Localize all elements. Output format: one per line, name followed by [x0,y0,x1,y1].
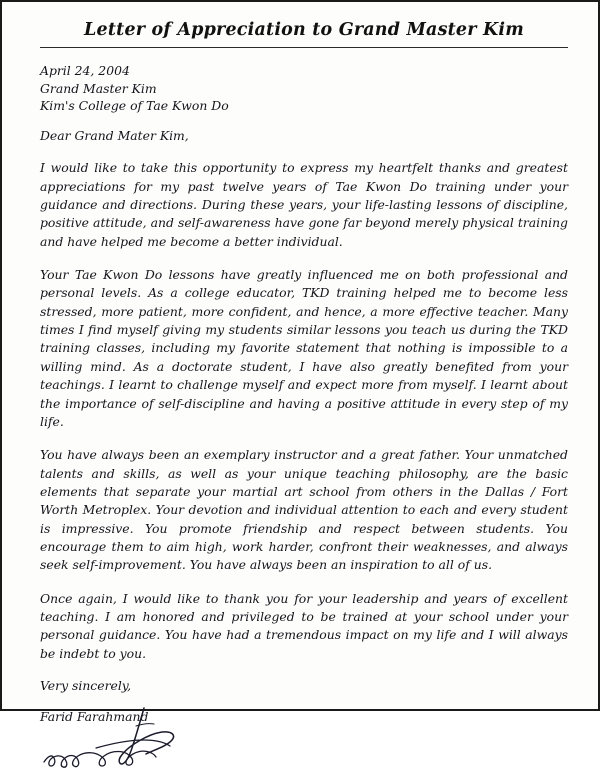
paragraph-3: You have always been an exemplary instructor and a great father. Your unmatched talents and skills, as well as your unique teaching philosophy, are the basic elements that separate your martial art school from others in the Dallas / Fort Worth Metroplex. Your devotion and individual attention to each and every student is impressive. You promote friendship and respect between students. You encourage them to aim high, work harder, confront their weaknesses, and always seek self-improvement. You have always been an inspiration to all of us. [40,447,568,573]
closing-line: Very sincerely, [40,678,132,694]
paragraph-1: I would like to take this opportunity to express my heartfelt thanks and greatest appreciations for my past twelve years of Tae Kwon Do training under your guidance and directions. During these years, your life-lasting lessons of discipline, positive attitude, and self-awareness have gone far beyond merely physical training and have helped me become a better individual. [40,160,568,249]
recipient-name: Grand Master Kim [40,80,157,96]
letterhead-block [40,62,568,115]
recipient-organization: Kim's College of Tae Kwon Do [40,98,229,114]
handwritten-signature-icon [36,704,266,774]
letter-date: April 24, 2004 [40,63,130,78]
paragraph-2: Your Tae Kwon Do lessons have greatly influenced me on both professional and personal levels. As a college educator, TKD training helped me to become less stressed, more patient, more confident, and hence, a more effective teacher. Many times I find myself giving my students similar lessons you teach us during the TKD training classes, including my favorite statement that nothing is impossible to a willing mind. As a doctorate student, I have also greatly benefited from your teachings. I learnt to challenge myself and expect more from myself. I learnt about the importance of self-discipline and having a positive attitude in every step of my life. [40,266,568,429]
title-divider [40,47,568,48]
salutation: Dear Grand Mater Kim, [40,127,189,143]
signer-name: Farid Farahmand [40,708,149,724]
page-title: Letter of Appreciation to Grand Master Kim [84,20,524,40]
letter-body [40,62,568,768]
letter-content [2,2,598,724]
paragraph-4: Once again, I would like to thank you for your leadership and years of excellent teaching. I am honored and privileged to be trained at your school under your personal guidance. You have had a tremendous impact on my life and I will always be indebt to you. [40,590,568,661]
signature-block [40,722,568,768]
